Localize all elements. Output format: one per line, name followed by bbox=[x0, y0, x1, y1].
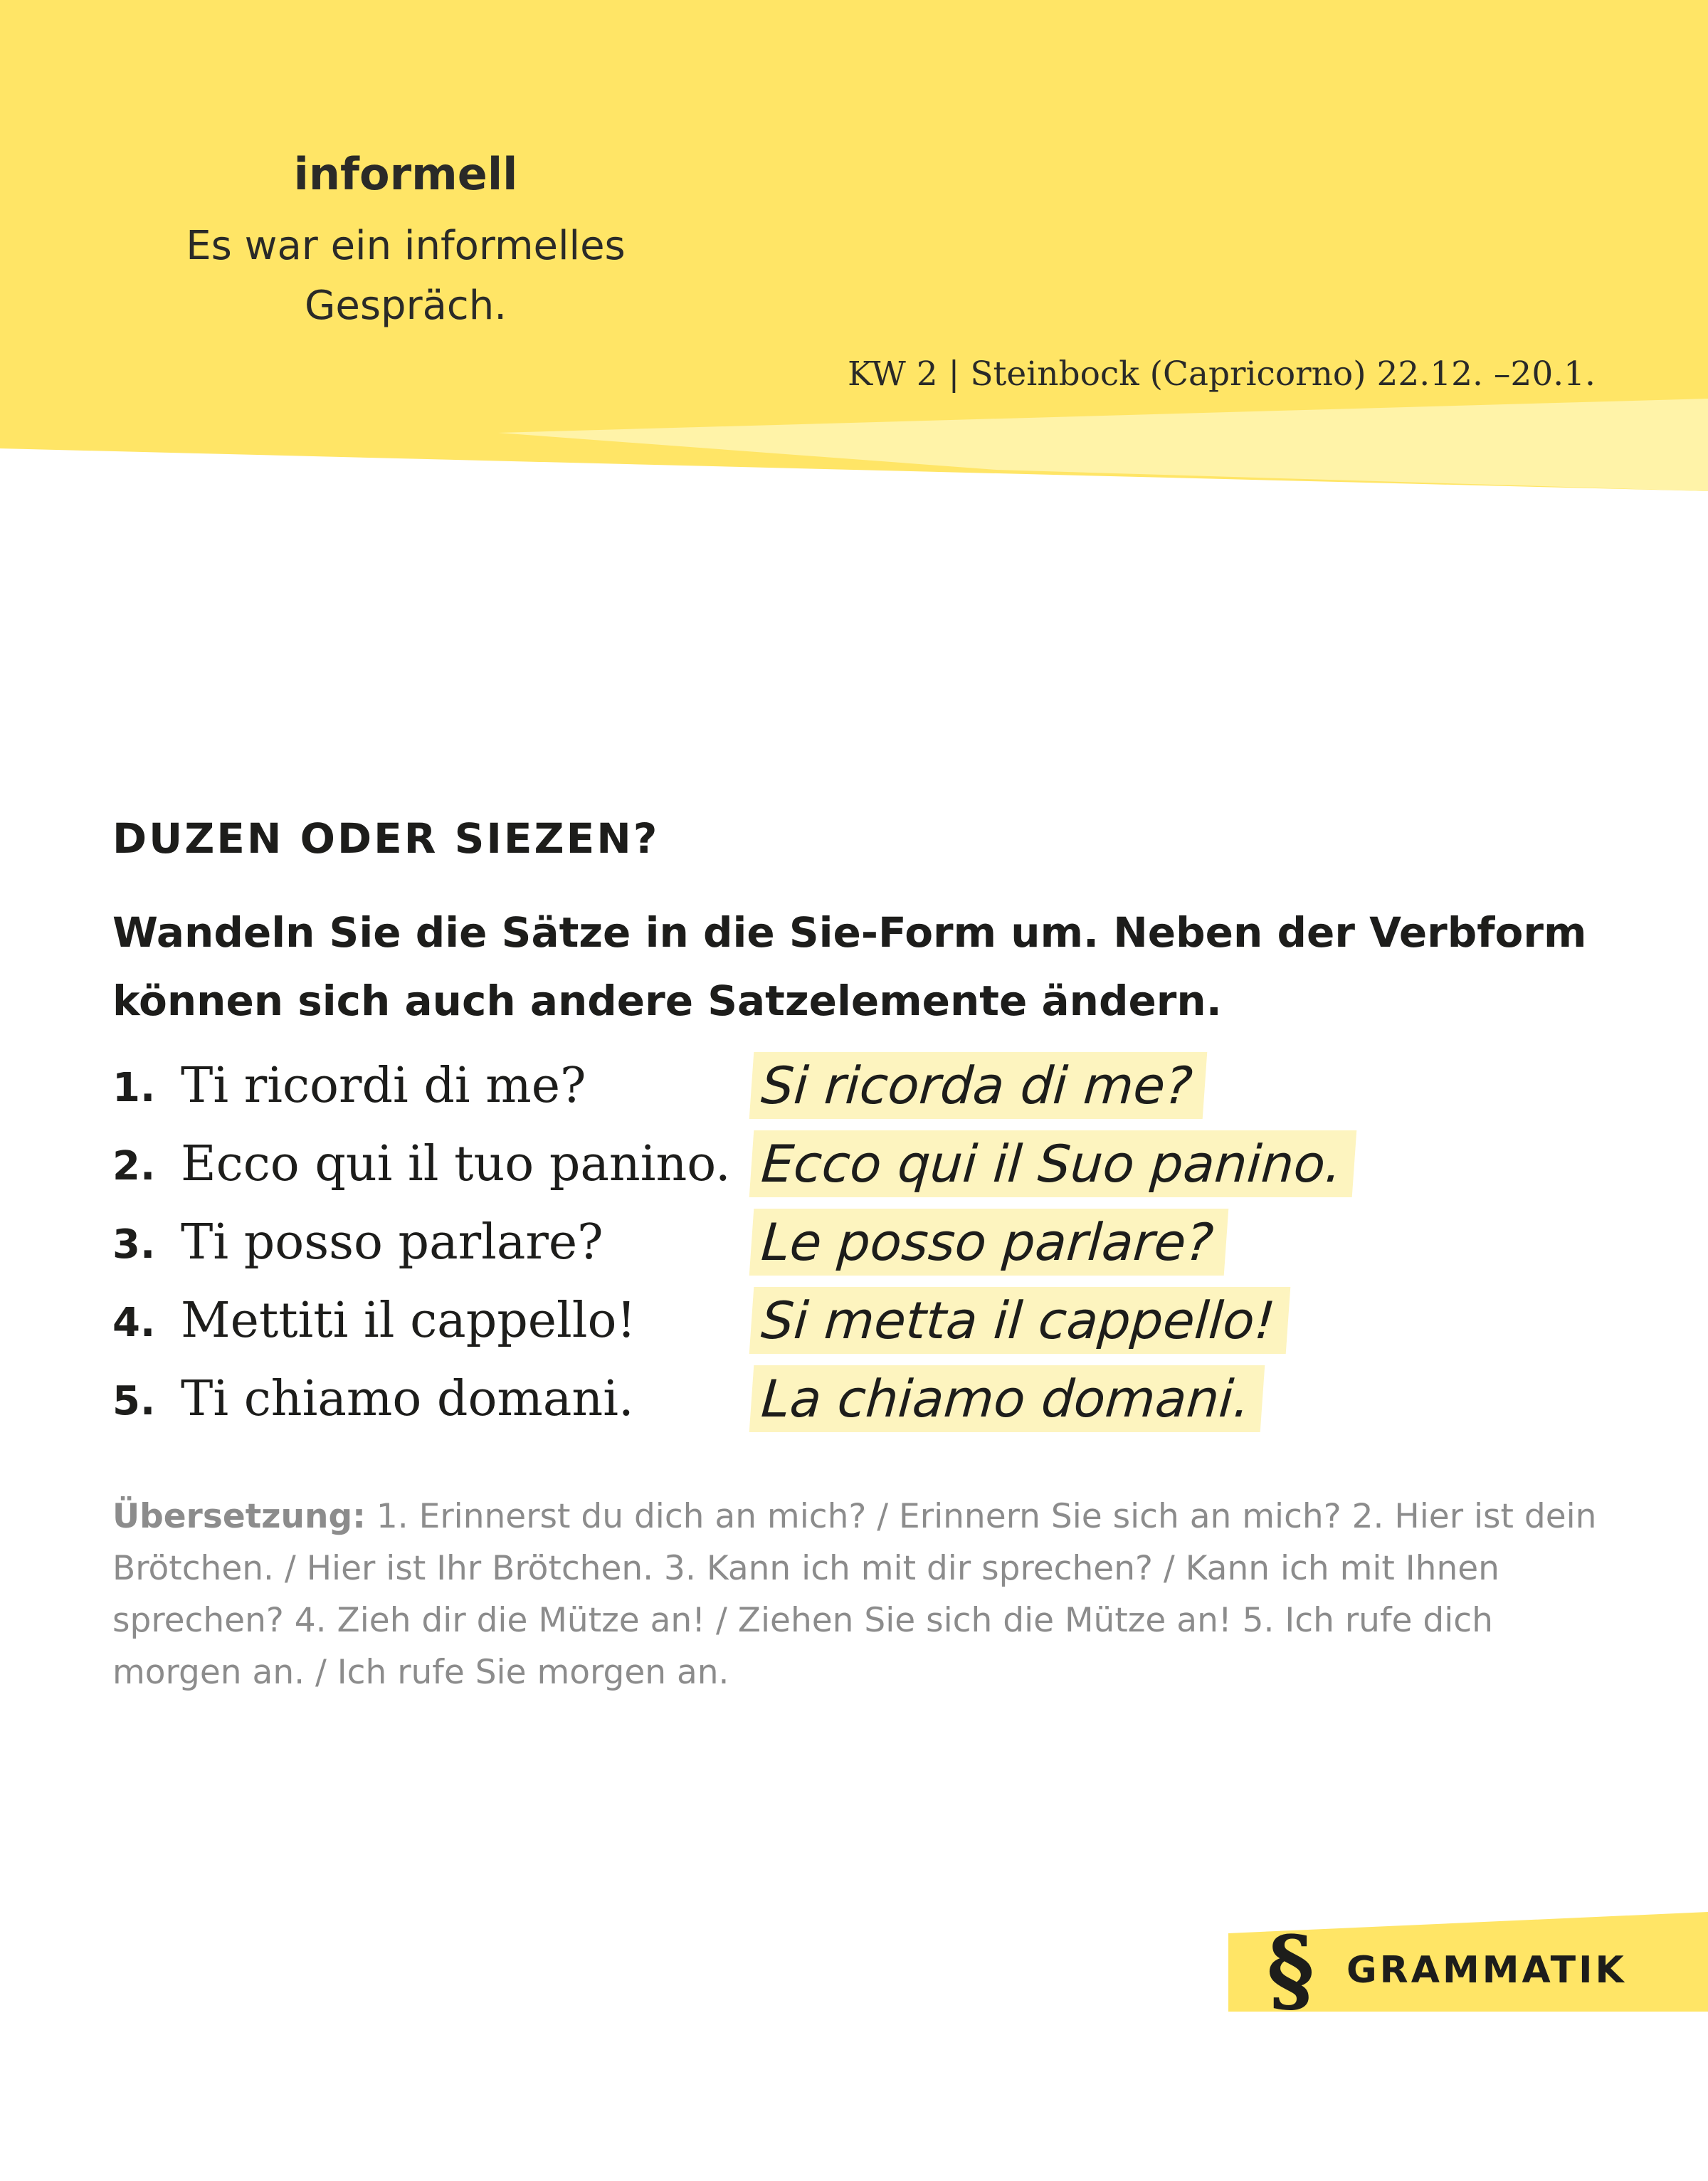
exercise-number: 5. bbox=[112, 1378, 156, 1424]
exercise-item bbox=[112, 1287, 1607, 1365]
exercise-answer: Si ricorda di me? bbox=[749, 1052, 1208, 1119]
example-line-1: Es war ein informelles bbox=[186, 223, 626, 269]
exercise-number: 1. bbox=[112, 1065, 156, 1111]
week-label: KW 2 | Steinbock (Capricorno) 22.12. –20.1. bbox=[848, 354, 1596, 394]
exercise-list bbox=[112, 1052, 1607, 1444]
instructions-line-1: Wandeln Sie die Sätze in die Sie-Form um. Neben der Verbform bbox=[112, 908, 1587, 957]
exercise-question: Ti chiamo domani. bbox=[181, 1371, 634, 1427]
exercise-number: 4. bbox=[112, 1300, 156, 1346]
exercise-item bbox=[112, 1209, 1607, 1287]
instructions-line-2: können sich auch andere Satzelemente ändern. bbox=[112, 977, 1222, 1025]
section-title: DUZEN ODER SIEZEN? bbox=[112, 814, 660, 863]
exercise-answer: La chiamo domani. bbox=[749, 1365, 1265, 1432]
section-sign-icon: § bbox=[1267, 1917, 1314, 2024]
translation-label: Übersetzung: bbox=[112, 1497, 366, 1536]
exercise-item bbox=[112, 1052, 1607, 1130]
example-sentence bbox=[114, 216, 697, 336]
category-label: GRAMMATIK bbox=[1346, 1949, 1627, 1992]
translation-text: 1. Erinnerst du dich an mich? / Erinnern Sie sich an mich? 2. Hier ist dein Brötchen. / Hier ist Ihr Brötchen. 3. Kann ich mit dir sprechen? / Kann ich mit Ihnen sprechen? 4. Zieh dir die Mütze an! / Ziehen Sie sich die Mütze an! 5. Ich rufe dich morgen an. / Ich rufe Sie morgen an. bbox=[112, 1497, 1597, 1692]
translation-paragraph bbox=[112, 1491, 1600, 1698]
exercise-question: Ti posso parlare? bbox=[181, 1214, 603, 1271]
exercise-answer: Ecco qui il Suo panino. bbox=[749, 1130, 1357, 1197]
exercise-question: Ti ricordi di me? bbox=[181, 1058, 586, 1114]
exercise-item bbox=[112, 1365, 1607, 1444]
exercise-answer: Si metta il cappello! bbox=[749, 1287, 1290, 1354]
exercise-item bbox=[112, 1130, 1607, 1209]
exercise-question: Ecco qui il tuo panino. bbox=[181, 1136, 731, 1192]
exercise-number: 2. bbox=[112, 1143, 156, 1189]
vocabulary-word: informell bbox=[293, 148, 518, 200]
exercise-number: 3. bbox=[112, 1221, 156, 1268]
exercise-answer: Le posso parlare? bbox=[749, 1209, 1228, 1276]
instructions bbox=[112, 898, 1635, 1035]
exercise-question: Mettiti il cappello! bbox=[181, 1293, 636, 1349]
example-line-2: Gespräch. bbox=[305, 283, 507, 329]
